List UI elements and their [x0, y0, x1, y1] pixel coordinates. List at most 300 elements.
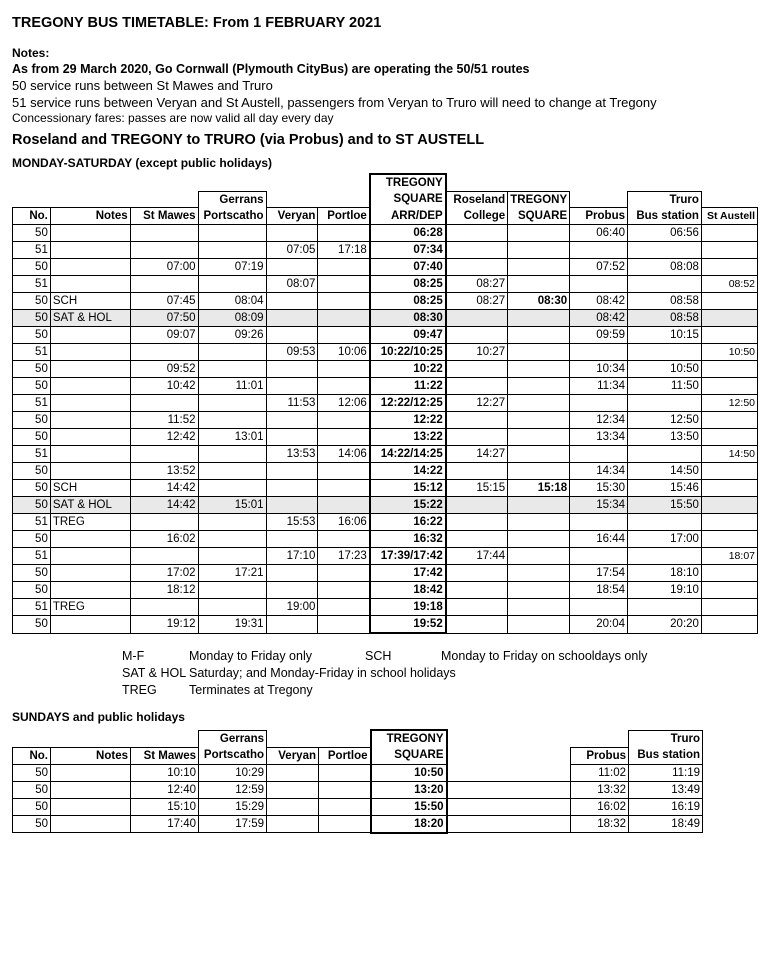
cell-gerrans: 11:01 — [198, 378, 266, 395]
cell-no: 50 — [13, 531, 51, 548]
empty-cell — [447, 781, 509, 798]
hdr-tregony-2: SQUARE — [370, 191, 446, 208]
cell-notes — [50, 412, 130, 429]
cell-no: 51 — [13, 395, 51, 412]
cell-probus — [570, 446, 628, 463]
hdr-probus: Probus — [570, 208, 628, 225]
cell-probus — [570, 242, 628, 259]
cell-notes — [50, 378, 130, 395]
cell-probus: 13:32 — [571, 781, 629, 798]
cell-truro: 06:56 — [628, 225, 702, 242]
cell-roseland — [446, 531, 508, 548]
weekday-timetable — [12, 173, 758, 634]
cell-st-mawes — [130, 599, 198, 616]
cell-truro: 19:10 — [628, 582, 702, 599]
cell-st-austell — [701, 463, 757, 480]
legend-key-treg: TREG — [122, 683, 157, 697]
cell-notes — [50, 548, 130, 565]
empty-cell — [509, 815, 571, 833]
cell-truro: 16:19 — [629, 798, 703, 815]
cell-no: 51 — [13, 344, 51, 361]
cell-probus: 06:40 — [570, 225, 628, 242]
cell-st-mawes: 10:42 — [130, 378, 198, 395]
table-row — [13, 565, 758, 582]
cell-tregony: 19:52 — [370, 616, 446, 634]
cell-notes: SAT & HOL — [50, 310, 130, 327]
cell-tregony: 12:22 — [370, 412, 446, 429]
sun-hdr-tregony-2: SQUARE — [371, 747, 447, 764]
cell-veryan — [267, 815, 319, 833]
legend-val-mf: Monday to Friday only — [189, 649, 312, 663]
table-row — [13, 310, 758, 327]
cell-gerrans: 08:09 — [198, 310, 266, 327]
cell-tsq — [508, 310, 570, 327]
cell-portloe — [318, 378, 370, 395]
cell-roseland — [446, 497, 508, 514]
cell-tregony: 09:47 — [370, 327, 446, 344]
cell-portloe — [318, 565, 370, 582]
table-row — [13, 446, 758, 463]
cell-gerrans: 15:29 — [199, 798, 267, 815]
empty-cell — [447, 764, 509, 781]
cell-veryan: 07:05 — [266, 242, 318, 259]
cell-st-mawes: 14:42 — [130, 497, 198, 514]
cell-roseland — [446, 310, 508, 327]
cell-portloe — [318, 327, 370, 344]
cell-st-austell: 12:50 — [701, 395, 757, 412]
note-concessionary: Concessionary fares: passes are now valid all day every day — [12, 111, 334, 125]
cell-st-mawes: 11:52 — [130, 412, 198, 429]
cell-notes: TREG — [50, 599, 130, 616]
cell-gerrans — [198, 412, 266, 429]
cell-tregony: 16:22 — [370, 514, 446, 531]
cell-roseland: 12:27 — [446, 395, 508, 412]
cell-tregony: 10:22 — [370, 361, 446, 378]
cell-gerrans — [198, 531, 266, 548]
cell-st-austell: 18:07 — [701, 548, 757, 565]
cell-truro: 20:20 — [628, 616, 702, 634]
cell-notes — [50, 616, 130, 634]
cell-tsq — [508, 344, 570, 361]
empty-cell — [447, 815, 509, 833]
cell-probus: 17:54 — [570, 565, 628, 582]
cell-roseland — [446, 463, 508, 480]
table-row — [13, 395, 758, 412]
cell-no: 50 — [13, 361, 51, 378]
cell-no: 50 — [13, 565, 51, 582]
cell-no: 51 — [13, 514, 51, 531]
cell-truro — [628, 242, 702, 259]
cell-tsq — [508, 361, 570, 378]
cell-portloe — [318, 412, 370, 429]
cell-tregony: 11:22 — [370, 378, 446, 395]
table-row — [13, 225, 758, 242]
cell-veryan — [266, 310, 318, 327]
cell-portloe: 17:23 — [318, 548, 370, 565]
cell-portloe — [318, 599, 370, 616]
cell-st-austell — [701, 480, 757, 497]
notes-heading: Notes: — [12, 46, 50, 60]
cell-portloe — [318, 582, 370, 599]
cell-no: 50 — [13, 764, 51, 781]
cell-st-austell — [701, 378, 757, 395]
cell-probus — [570, 514, 628, 531]
cell-roseland: 08:27 — [446, 276, 508, 293]
cell-truro — [628, 548, 702, 565]
hdr-st-austell: St Austell — [701, 208, 757, 225]
table-row — [13, 344, 758, 361]
cell-gerrans — [198, 395, 266, 412]
cell-portloe — [318, 429, 370, 446]
cell-notes — [50, 395, 130, 412]
cell-truro: 17:00 — [628, 531, 702, 548]
cell-st-mawes: 10:10 — [131, 764, 199, 781]
table-row — [13, 276, 758, 293]
cell-portloe — [318, 276, 370, 293]
cell-veryan: 13:53 — [266, 446, 318, 463]
cell-portloe: 16:06 — [318, 514, 370, 531]
cell-gerrans: 13:01 — [198, 429, 266, 446]
cell-veryan — [266, 361, 318, 378]
cell-probus: 18:32 — [571, 815, 629, 833]
empty-cell — [509, 798, 571, 815]
cell-tregony: 18:20 — [371, 815, 447, 833]
cell-st-mawes — [130, 395, 198, 412]
cell-st-austell — [701, 582, 757, 599]
cell-tsq — [508, 531, 570, 548]
cell-portloe — [318, 225, 370, 242]
hdr-gerrans-1: Gerrans — [198, 191, 266, 208]
cell-roseland — [446, 429, 508, 446]
cell-roseland: 14:27 — [446, 446, 508, 463]
cell-tsq — [508, 497, 570, 514]
cell-st-austell — [701, 565, 757, 582]
cell-notes — [50, 429, 130, 446]
cell-tregony: 08:30 — [370, 310, 446, 327]
section-title: Roseland and TREGONY to TRURO (via Probus) and to ST AUSTELL — [12, 132, 485, 148]
cell-tsq — [508, 514, 570, 531]
cell-no: 51 — [13, 548, 51, 565]
cell-probus: 12:34 — [570, 412, 628, 429]
timetable-page — [12, 14, 758, 834]
cell-st-austell — [701, 531, 757, 548]
cell-notes: TREG — [50, 514, 130, 531]
cell-st-mawes: 09:07 — [130, 327, 198, 344]
cell-probus — [570, 599, 628, 616]
cell-st-austell — [701, 259, 757, 276]
sunday-title: SUNDAYS and public holidays — [12, 710, 185, 724]
cell-tregony: 15:50 — [371, 798, 447, 815]
cell-st-austell — [701, 616, 757, 634]
table-row — [13, 361, 758, 378]
cell-veryan — [266, 225, 318, 242]
cell-roseland — [446, 582, 508, 599]
cell-st-mawes: 16:02 — [130, 531, 198, 548]
cell-gerrans: 15:01 — [198, 497, 266, 514]
cell-portloe — [318, 259, 370, 276]
cell-st-mawes: 12:40 — [131, 781, 199, 798]
cell-notes — [50, 582, 130, 599]
cell-gerrans — [198, 361, 266, 378]
cell-st-mawes — [130, 446, 198, 463]
cell-st-mawes: 17:02 — [130, 565, 198, 582]
cell-notes — [50, 565, 130, 582]
cell-roseland: 15:15 — [446, 480, 508, 497]
cell-veryan — [266, 412, 318, 429]
cell-probus: 11:34 — [570, 378, 628, 395]
cell-probus: 11:02 — [571, 764, 629, 781]
legend-val-sch: Monday to Friday on schooldays only — [441, 649, 648, 663]
cell-veryan — [266, 293, 318, 310]
cell-truro: 15:50 — [628, 497, 702, 514]
cell-st-mawes — [130, 225, 198, 242]
cell-no: 50 — [13, 781, 51, 798]
cell-notes — [50, 446, 130, 463]
cell-no: 50 — [13, 310, 51, 327]
cell-st-mawes — [130, 276, 198, 293]
cell-roseland — [446, 378, 508, 395]
cell-gerrans — [198, 242, 266, 259]
cell-truro: 11:19 — [629, 764, 703, 781]
cell-gerrans — [198, 225, 266, 242]
cell-no: 51 — [13, 242, 51, 259]
cell-tregony: 13:20 — [371, 781, 447, 798]
cell-notes — [50, 361, 130, 378]
cell-probus: 10:34 — [570, 361, 628, 378]
table-row — [13, 798, 703, 815]
cell-st-mawes: 15:10 — [131, 798, 199, 815]
cell-tregony: 10:22/10:25 — [370, 344, 446, 361]
sun-hdr-notes: Notes — [51, 747, 131, 764]
cell-veryan — [266, 327, 318, 344]
cell-roseland — [446, 327, 508, 344]
cell-st-mawes: 07:50 — [130, 310, 198, 327]
cell-veryan — [267, 781, 319, 798]
cell-tregony: 14:22/14:25 — [370, 446, 446, 463]
cell-portloe — [319, 781, 371, 798]
cell-portloe — [318, 361, 370, 378]
cell-veryan — [266, 378, 318, 395]
cell-notes — [50, 225, 130, 242]
hdr-tsq-2: SQUARE — [508, 208, 570, 225]
page-title: TREGONY BUS TIMETABLE: From 1 FEBRUARY 2021 — [12, 15, 382, 31]
cell-portloe — [319, 815, 371, 833]
cell-truro: 12:50 — [628, 412, 702, 429]
cell-tregony: 17:42 — [370, 565, 446, 582]
cell-tsq — [508, 446, 570, 463]
cell-tsq — [508, 276, 570, 293]
cell-tregony: 08:25 — [370, 276, 446, 293]
cell-truro: 15:46 — [628, 480, 702, 497]
cell-st-austell — [701, 361, 757, 378]
sun-hdr-probus: Probus — [571, 747, 629, 764]
table-row — [13, 815, 703, 833]
cell-truro: 13:49 — [629, 781, 703, 798]
cell-tregony: 15:12 — [370, 480, 446, 497]
cell-probus: 16:02 — [571, 798, 629, 815]
hdr-portloe: Portloe — [318, 208, 370, 225]
cell-notes: SAT & HOL — [50, 497, 130, 514]
legend-val-treg: Terminates at Tregony — [189, 683, 313, 697]
cell-veryan — [266, 565, 318, 582]
hdr-roseland-1: Roseland — [446, 191, 508, 208]
sun-hdr-truro-2: Bus station — [629, 747, 703, 764]
cell-roseland — [446, 412, 508, 429]
cell-notes — [50, 276, 130, 293]
cell-notes — [50, 463, 130, 480]
cell-portloe — [318, 463, 370, 480]
cell-gerrans: 19:31 — [198, 616, 266, 634]
cell-tregony: 17:39/17:42 — [370, 548, 446, 565]
cell-tsq — [508, 378, 570, 395]
cell-portloe — [319, 798, 371, 815]
cell-st-austell — [701, 310, 757, 327]
cell-gerrans: 09:26 — [198, 327, 266, 344]
cell-probus: 09:59 — [570, 327, 628, 344]
cell-truro — [628, 514, 702, 531]
cell-no: 50 — [13, 259, 51, 276]
cell-roseland: 10:27 — [446, 344, 508, 361]
cell-no: 50 — [13, 293, 51, 310]
table-row — [13, 480, 758, 497]
cell-tsq — [508, 463, 570, 480]
hdr-truro-1: Truro — [628, 191, 702, 208]
cell-veryan: 17:10 — [266, 548, 318, 565]
table-row — [13, 599, 758, 616]
cell-truro: 08:08 — [628, 259, 702, 276]
cell-notes — [50, 327, 130, 344]
sun-hdr-veryan: Veryan — [267, 747, 319, 764]
cell-no: 50 — [13, 463, 51, 480]
cell-notes — [51, 798, 131, 815]
cell-notes — [51, 815, 131, 833]
cell-probus — [570, 276, 628, 293]
cell-no: 50 — [13, 582, 51, 599]
cell-probus — [570, 548, 628, 565]
cell-st-austell — [701, 429, 757, 446]
cell-probus: 13:34 — [570, 429, 628, 446]
cell-portloe — [318, 293, 370, 310]
cell-gerrans — [198, 446, 266, 463]
cell-tsq — [508, 616, 570, 634]
cell-st-mawes: 14:42 — [130, 480, 198, 497]
cell-tregony: 12:22/12:25 — [370, 395, 446, 412]
table-row — [13, 781, 703, 798]
table-row — [13, 764, 703, 781]
cell-tsq — [508, 259, 570, 276]
cell-probus: 08:42 — [570, 293, 628, 310]
cell-tregony: 15:22 — [370, 497, 446, 514]
cell-roseland — [446, 361, 508, 378]
cell-st-austell — [701, 599, 757, 616]
note-operator: As from 29 March 2020, Go Cornwall (Plymouth CityBus) are operating the 50/51 routes — [12, 62, 530, 76]
cell-no: 50 — [13, 497, 51, 514]
note-route-50: 50 service runs between St Mawes and Truro — [12, 78, 273, 93]
cell-st-austell: 10:50 — [701, 344, 757, 361]
cell-st-mawes — [130, 344, 198, 361]
hdr-notes: Notes — [50, 208, 130, 225]
cell-veryan: 11:53 — [266, 395, 318, 412]
cell-portloe — [319, 764, 371, 781]
cell-roseland — [446, 565, 508, 582]
cell-st-mawes: 19:12 — [130, 616, 198, 634]
sun-hdr-tregony-1: TREGONY — [371, 730, 447, 747]
table-row — [13, 412, 758, 429]
table-row — [13, 531, 758, 548]
cell-tregony: 06:28 — [370, 225, 446, 242]
cell-portloe — [318, 616, 370, 634]
cell-gerrans: 07:19 — [198, 259, 266, 276]
table-row — [13, 616, 758, 634]
legend-key-mf: M-F — [122, 649, 145, 663]
cell-truro: 08:58 — [628, 310, 702, 327]
cell-gerrans — [198, 599, 266, 616]
cell-gerrans: 10:29 — [199, 764, 267, 781]
cell-no: 50 — [13, 798, 51, 815]
hdr-roseland-2: College — [446, 208, 508, 225]
cell-tsq — [508, 599, 570, 616]
cell-veryan — [266, 616, 318, 634]
legend-key-sat: SAT & HOL — [122, 666, 187, 680]
cell-st-austell — [701, 497, 757, 514]
cell-truro: 10:15 — [628, 327, 702, 344]
cell-probus: 20:04 — [570, 616, 628, 634]
cell-st-austell: 14:50 — [701, 446, 757, 463]
sun-hdr-portloe: Portloe — [319, 747, 371, 764]
cell-tregony: 10:50 — [371, 764, 447, 781]
cell-portloe: 14:06 — [318, 446, 370, 463]
cell-tsq — [508, 548, 570, 565]
cell-no: 50 — [13, 815, 51, 833]
cell-truro — [628, 395, 702, 412]
cell-roseland: 17:44 — [446, 548, 508, 565]
note-route-51: 51 service runs between Veryan and St Austell, passengers from Veryan to Truro will need to change at Tregony — [12, 95, 657, 110]
cell-truro: 11:50 — [628, 378, 702, 395]
cell-gerrans: 17:59 — [199, 815, 267, 833]
cell-veryan — [266, 480, 318, 497]
cell-roseland: 08:27 — [446, 293, 508, 310]
table-row — [13, 259, 758, 276]
cell-truro: 10:50 — [628, 361, 702, 378]
cell-st-austell — [701, 412, 757, 429]
cell-probus: 07:52 — [570, 259, 628, 276]
cell-no: 51 — [13, 446, 51, 463]
cell-tregony: 08:25 — [370, 293, 446, 310]
cell-st-austell — [701, 293, 757, 310]
cell-st-austell — [701, 514, 757, 531]
cell-veryan: 09:53 — [266, 344, 318, 361]
hdr-tregony-1: TREGONY — [370, 174, 446, 191]
cell-probus: 18:54 — [570, 582, 628, 599]
cell-st-austell — [701, 225, 757, 242]
cell-roseland — [446, 514, 508, 531]
cell-tregony: 16:32 — [370, 531, 446, 548]
cell-no: 51 — [13, 276, 51, 293]
cell-veryan — [266, 259, 318, 276]
legend — [122, 648, 758, 699]
sun-hdr-st-mawes: St Mawes — [131, 747, 199, 764]
legend-key-sch: SCH — [365, 649, 392, 663]
cell-portloe: 12:06 — [318, 395, 370, 412]
cell-st-mawes: 12:42 — [130, 429, 198, 446]
cell-tsq — [508, 327, 570, 344]
cell-gerrans — [198, 514, 266, 531]
cell-tsq — [508, 412, 570, 429]
cell-roseland — [446, 599, 508, 616]
cell-probus: 14:34 — [570, 463, 628, 480]
cell-st-mawes — [130, 548, 198, 565]
cell-probus: 08:42 — [570, 310, 628, 327]
